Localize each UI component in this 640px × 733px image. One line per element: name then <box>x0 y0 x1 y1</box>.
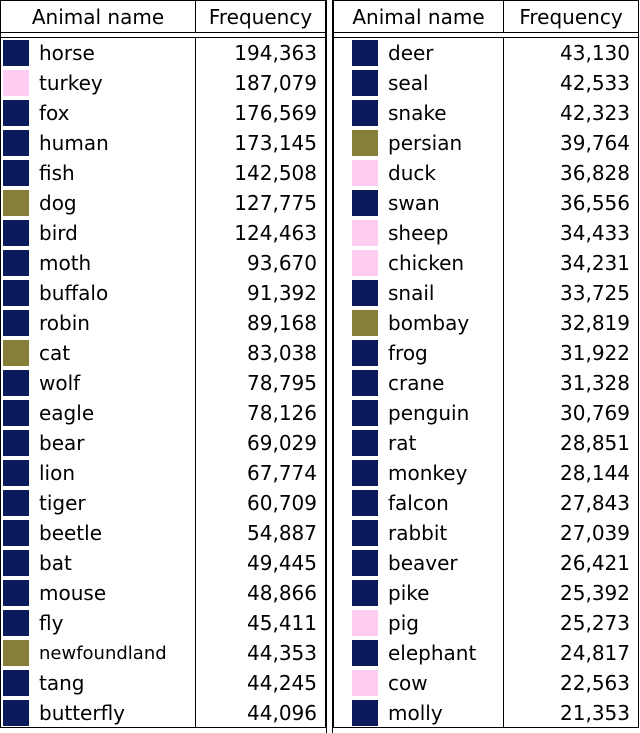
table-row <box>1 458 325 488</box>
table-row <box>334 278 638 308</box>
animal-name: newfoundland <box>39 642 167 664</box>
animal-name: duck <box>388 161 436 185</box>
color-swatch-icon <box>3 370 29 396</box>
frequency-cell: 60,709 <box>247 491 317 515</box>
animal-name: beaver <box>388 551 458 575</box>
frequency-cell: 21,353 <box>560 700 630 725</box>
frequency-cell: 142,508 <box>234 161 317 185</box>
animal-name-cell <box>334 278 504 308</box>
color-swatch-icon <box>352 370 378 396</box>
table-row <box>1 668 325 698</box>
animal-name: beetle <box>39 521 103 545</box>
frequency-cell: 89,168 <box>247 311 317 335</box>
table-row <box>334 248 638 278</box>
animal-name: sheep <box>388 221 449 245</box>
table-row <box>1 398 325 428</box>
color-swatch-icon <box>352 460 378 486</box>
frequency-cell: 42,323 <box>560 101 630 125</box>
frequency-cell: 28,144 <box>560 461 630 485</box>
color-swatch-icon <box>3 250 29 276</box>
frequency-cell: 83,038 <box>247 341 317 365</box>
frequency-cell: 36,556 <box>560 191 630 215</box>
animal-name-cell <box>1 698 196 727</box>
frequency-cell: 69,029 <box>247 431 317 455</box>
color-swatch-icon <box>3 100 29 126</box>
animal-name-cell <box>1 188 196 218</box>
color-swatch-icon <box>352 400 378 426</box>
animal-name: bear <box>39 431 85 455</box>
animal-name: mouse <box>39 581 107 605</box>
table-row <box>334 578 638 608</box>
animal-name-cell <box>1 68 196 98</box>
animal-name-cell <box>334 248 504 278</box>
animal-name-cell <box>334 428 504 458</box>
frequency-cell: 42,533 <box>560 71 630 95</box>
frequency-cell: 91,392 <box>247 281 317 305</box>
color-swatch-icon <box>352 640 378 666</box>
animal-name-cell <box>1 548 196 578</box>
animal-name-cell <box>334 638 504 668</box>
frequency-cell: 48,866 <box>247 581 317 605</box>
animal-name-cell <box>334 458 504 488</box>
animal-name-cell <box>334 698 504 727</box>
frequency-cell: 26,421 <box>560 551 630 575</box>
color-swatch-icon <box>352 670 378 696</box>
animal-name: dog <box>39 191 77 215</box>
animal-name: bird <box>39 221 78 245</box>
animal-name: fly <box>39 611 64 635</box>
frequency-cell: 27,843 <box>560 491 630 515</box>
table-row <box>334 548 638 578</box>
animal-name: falcon <box>388 491 449 515</box>
frequency-cell: 49,445 <box>247 551 317 575</box>
animal-name-cell <box>334 128 504 158</box>
animal-name: lion <box>39 461 76 485</box>
animal-name-cell <box>334 608 504 638</box>
animal-name: horse <box>39 41 95 65</box>
table-row <box>334 158 638 188</box>
animal-name: bat <box>39 551 72 575</box>
table-row <box>334 488 638 518</box>
table-row <box>1 368 325 398</box>
animal-name: seal <box>388 71 429 95</box>
color-swatch-icon <box>352 550 378 576</box>
table-row <box>334 698 638 728</box>
animal-name-cell <box>334 518 504 548</box>
animal-name: frog <box>388 341 428 365</box>
color-swatch-icon <box>352 580 378 606</box>
frequency-cell: 45,411 <box>247 611 317 635</box>
color-swatch-icon <box>352 520 378 546</box>
color-swatch-icon <box>3 520 29 546</box>
table-row <box>1 638 325 668</box>
frequency-cell: 44,096 <box>247 700 317 725</box>
animal-name: fox <box>39 101 70 125</box>
table-row <box>334 518 638 548</box>
color-swatch-icon <box>3 580 29 606</box>
animal-name-cell <box>334 98 504 128</box>
animal-name: eagle <box>39 401 95 425</box>
color-swatch-icon <box>352 190 378 216</box>
frequency-cell: 78,795 <box>247 371 317 395</box>
animal-name: pig <box>388 611 419 635</box>
animal-name: penguin <box>388 401 470 425</box>
frequency-cell: 28,851 <box>560 431 630 455</box>
color-swatch-icon <box>3 340 29 366</box>
animal-name: molly <box>388 700 443 725</box>
table-row <box>1 608 325 638</box>
frequency-cell: 194,363 <box>234 41 317 65</box>
animal-name-cell <box>334 38 504 68</box>
animal-name: fish <box>39 161 75 185</box>
frequency-cell: 54,887 <box>247 521 317 545</box>
table-row <box>334 128 638 158</box>
table-row <box>1 698 325 728</box>
color-swatch-icon <box>3 550 29 576</box>
animal-name: snail <box>388 281 435 305</box>
frequency-cell: 24,817 <box>560 641 630 665</box>
table-row <box>334 368 638 398</box>
color-swatch-icon <box>3 310 29 336</box>
color-swatch-icon <box>352 280 378 306</box>
table-row <box>1 578 325 608</box>
animal-name-cell <box>334 218 504 248</box>
color-swatch-icon <box>352 310 378 336</box>
color-swatch-icon <box>3 490 29 516</box>
color-swatch-icon <box>352 610 378 636</box>
animal-name-cell <box>1 608 196 638</box>
table-row <box>1 518 325 548</box>
color-swatch-icon <box>3 130 29 156</box>
color-swatch-icon <box>352 700 378 726</box>
color-swatch-icon <box>352 100 378 126</box>
frequency-cell: 33,725 <box>560 281 630 305</box>
animal-name: buffalo <box>39 281 109 305</box>
animal-name: chicken <box>388 251 465 275</box>
animal-name-cell <box>1 158 196 188</box>
animal-name-cell <box>334 68 504 98</box>
table-row <box>1 548 325 578</box>
animal-name: rat <box>388 431 417 455</box>
right-header-row <box>334 0 638 33</box>
table-row <box>334 608 638 638</box>
animal-name-cell <box>1 638 196 668</box>
animal-name-cell <box>1 578 196 608</box>
animal-name: elephant <box>388 641 477 665</box>
table-row <box>1 98 325 128</box>
table-row <box>1 248 325 278</box>
table-row <box>1 188 325 218</box>
table-row <box>1 158 325 188</box>
frequency-cell: 93,670 <box>247 251 317 275</box>
animal-name-cell <box>1 458 196 488</box>
animal-name: tang <box>39 671 85 695</box>
table-row <box>334 188 638 218</box>
animal-name-cell <box>334 338 504 368</box>
color-swatch-icon <box>3 640 29 666</box>
color-swatch-icon <box>3 430 29 456</box>
frequency-cell: 34,433 <box>560 221 630 245</box>
color-swatch-icon <box>352 70 378 96</box>
animal-name-cell <box>1 668 196 698</box>
color-swatch-icon <box>3 280 29 306</box>
frequency-header: Frequency <box>519 4 623 29</box>
table-row <box>334 68 638 98</box>
animal-name: wolf <box>39 371 81 395</box>
color-swatch-icon <box>352 490 378 516</box>
animal-name: bombay <box>388 311 470 335</box>
color-swatch-icon <box>3 220 29 246</box>
animal-name-cell <box>334 188 504 218</box>
animal-name: crane <box>388 371 445 395</box>
color-swatch-icon <box>3 160 29 186</box>
animal-name: butterfly <box>39 700 126 725</box>
table-row <box>334 458 638 488</box>
animal-name: cat <box>39 341 71 365</box>
frequency-cell: 127,775 <box>234 191 317 215</box>
frequency-cell: 67,774 <box>247 461 317 485</box>
frequency-header: Frequency <box>208 4 313 29</box>
frequency-cell: 176,569 <box>234 101 317 125</box>
color-swatch-icon <box>352 160 378 186</box>
column-divider <box>326 0 333 733</box>
table-row <box>1 338 325 368</box>
table-row <box>1 488 325 518</box>
animal-name-cell <box>1 428 196 458</box>
frequency-cell: 30,769 <box>560 401 630 425</box>
table-row <box>1 278 325 308</box>
table-row <box>334 338 638 368</box>
frequency-cell: 25,392 <box>560 581 630 605</box>
animal-name-cell <box>334 368 504 398</box>
animal-name-cell <box>1 278 196 308</box>
frequency-cell: 187,079 <box>234 71 317 95</box>
animal-name-cell <box>1 308 196 338</box>
color-swatch-icon <box>352 40 378 66</box>
animal-name-cell <box>334 668 504 698</box>
color-swatch-icon <box>3 670 29 696</box>
color-swatch-icon <box>352 130 378 156</box>
animal-name-cell <box>1 218 196 248</box>
table-row <box>1 428 325 458</box>
left-rows <box>1 38 325 728</box>
frequency-cell: 31,328 <box>560 371 630 395</box>
frequency-cell: 43,130 <box>560 41 630 65</box>
color-swatch-icon <box>3 610 29 636</box>
animal-name: swan <box>388 191 440 215</box>
frequency-cell: 78,126 <box>247 401 317 425</box>
table-row <box>334 638 638 668</box>
left-header-row <box>1 0 325 33</box>
table-row <box>1 308 325 338</box>
animal-name-cell <box>1 38 196 68</box>
color-swatch-icon <box>3 460 29 486</box>
frequency-cell: 44,245 <box>247 671 317 695</box>
right-rows <box>334 38 638 728</box>
animal-name: monkey <box>388 461 468 485</box>
animal-name-cell <box>1 518 196 548</box>
animal-name-cell <box>334 578 504 608</box>
frequency-cell: 44,353 <box>247 641 317 665</box>
animal-name-cell <box>1 248 196 278</box>
color-swatch-icon <box>352 340 378 366</box>
frequency-cell: 173,145 <box>234 131 317 155</box>
animal-name: robin <box>39 311 90 335</box>
frequency-cell: 25,273 <box>560 611 630 635</box>
animal-name-cell <box>1 488 196 518</box>
table-row <box>334 428 638 458</box>
animal-name-cell <box>1 368 196 398</box>
table-row <box>1 38 325 68</box>
frequency-cell: 124,463 <box>234 221 317 245</box>
animal-name-cell <box>334 398 504 428</box>
animal-name: pike <box>388 581 430 605</box>
color-swatch-icon <box>3 70 29 96</box>
table-row <box>334 308 638 338</box>
right-table-body <box>333 0 639 728</box>
frequency-cell: 39,764 <box>560 131 630 155</box>
animal-name-cell <box>334 158 504 188</box>
right-table <box>333 0 639 728</box>
frequency-cell: 31,922 <box>560 341 630 365</box>
animal-name: deer <box>388 41 434 65</box>
frequency-cell: 32,819 <box>560 311 630 335</box>
animal-name: moth <box>39 251 92 275</box>
table-row <box>1 128 325 158</box>
frequency-cell: 36,828 <box>560 161 630 185</box>
animal-name: snake <box>388 101 447 125</box>
table-row <box>334 218 638 248</box>
animal-name: persian <box>388 131 463 155</box>
animal-name-cell <box>1 338 196 368</box>
color-swatch-icon <box>3 190 29 216</box>
animal-name: cow <box>388 671 428 695</box>
animal-name-cell <box>334 548 504 578</box>
color-swatch-icon <box>3 700 29 726</box>
color-swatch-icon <box>3 400 29 426</box>
animal-name: human <box>39 131 109 155</box>
frequency-cell: 27,039 <box>560 521 630 545</box>
color-swatch-icon <box>352 250 378 276</box>
table-row <box>1 218 325 248</box>
frequency-cell: 22,563 <box>560 671 630 695</box>
animal-name: turkey <box>39 71 103 95</box>
animal-name-cell <box>334 488 504 518</box>
animal-name-header: Animal name <box>1 1 196 32</box>
table-row <box>334 38 638 68</box>
frequency-cell: 34,231 <box>560 251 630 275</box>
animal-name-cell <box>1 98 196 128</box>
table-row <box>334 668 638 698</box>
animal-name-cell <box>1 398 196 428</box>
animal-name-cell <box>334 308 504 338</box>
animal-name-cell <box>1 128 196 158</box>
animal-name-header: Animal name <box>334 1 504 32</box>
table-row <box>1 68 325 98</box>
color-swatch-icon <box>3 40 29 66</box>
table-row <box>334 98 638 128</box>
animal-name: tiger <box>39 491 86 515</box>
animal-name: rabbit <box>388 521 448 545</box>
table-row <box>334 398 638 428</box>
color-swatch-icon <box>352 220 378 246</box>
color-swatch-icon <box>352 430 378 456</box>
